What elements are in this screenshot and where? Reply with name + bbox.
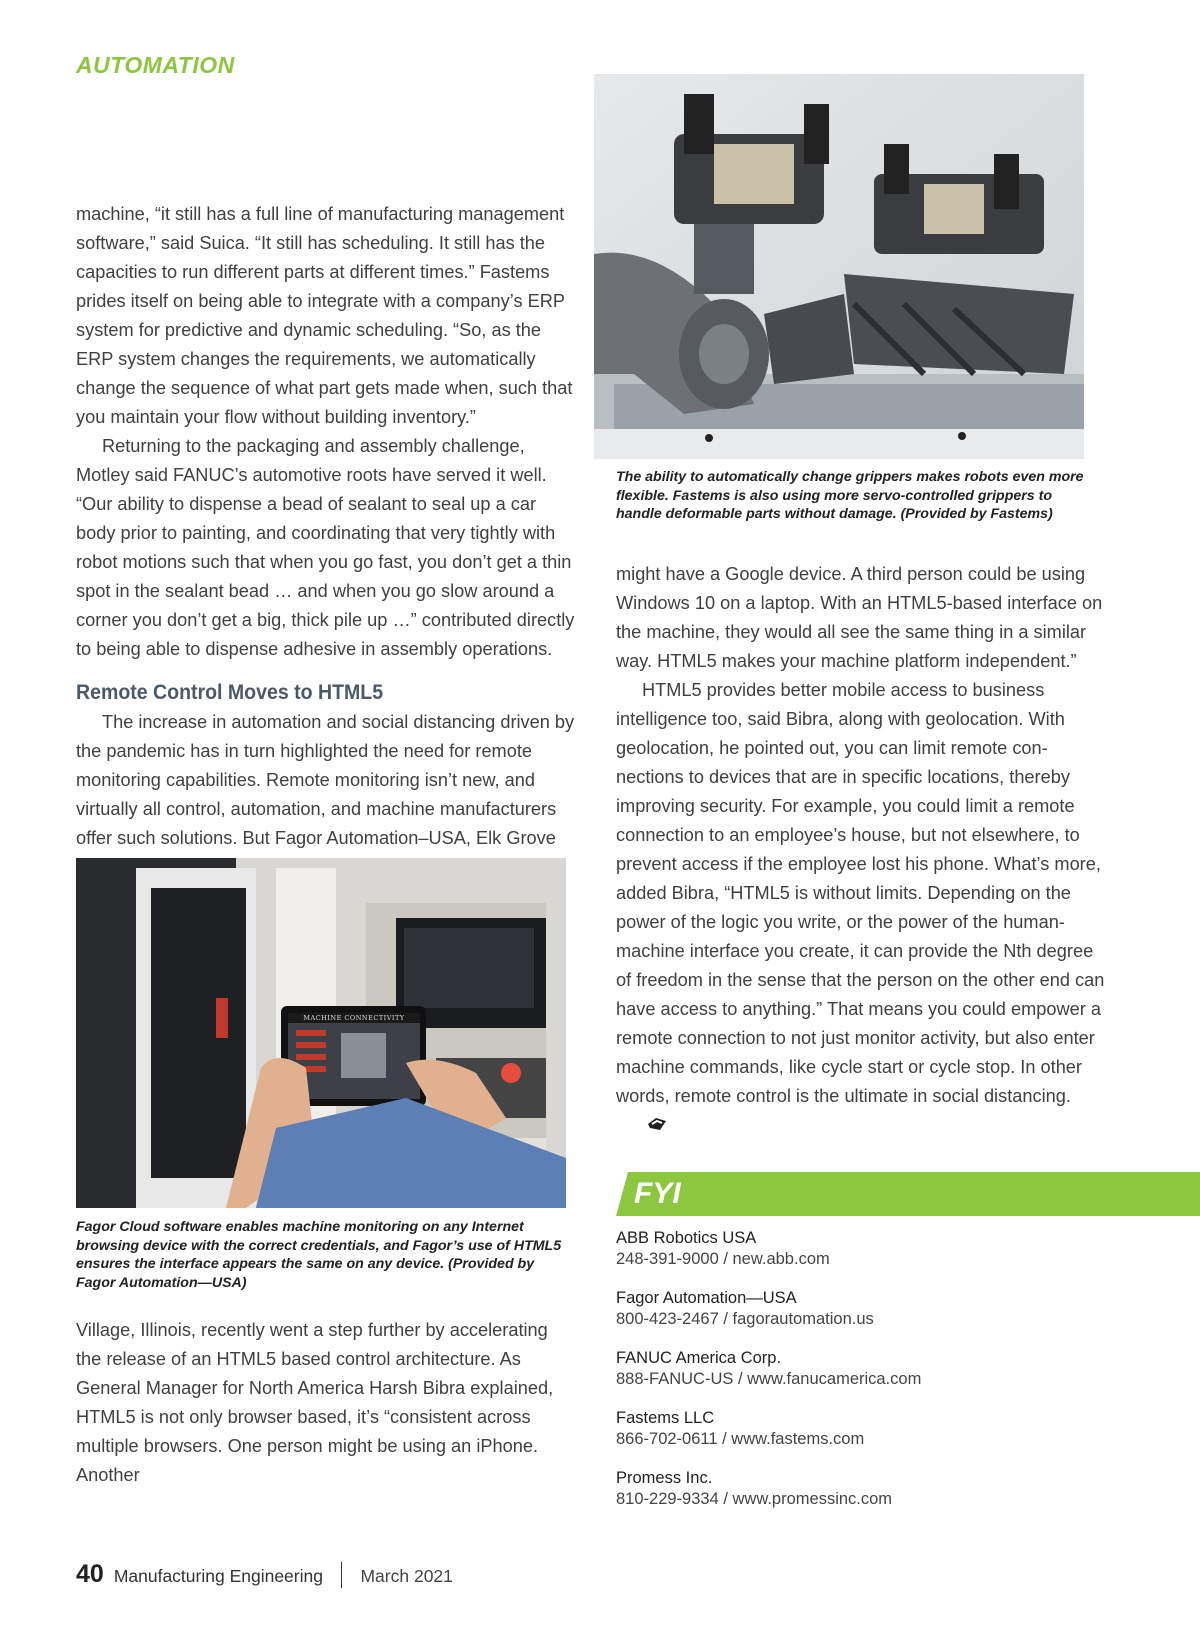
robot-photo-caption-block [616,468,1096,524]
fyi-company-name: ABB Robotics USA [616,1229,757,1247]
left-column [76,200,576,853]
fagor-tablet-photo [76,858,566,1208]
left-para-2: Returning to the packaging and assembly challenge, Motley said FANUC’s automotive roots have served it well. “Our ability to dispense a bead of sealant to seal up a car body prior to painting, and coordinating that very tightly with robot motions such that when you go fast, you don’t get a thin spot in the sealant bead … and when you go slow around a corner you don’t get a big, thick pile up …” contributed directly to being able to dispense adhesive in assembly operations. [76,436,575,659]
fyi-title: FYI [634,1177,681,1210]
fyi-company-name: Promess Inc. [616,1469,713,1487]
fyi-entry [616,1468,1116,1510]
fagor-machine-illustration [76,858,566,1208]
fagor-photo-caption-block [76,1218,566,1292]
fagor-photo-caption: Fagor Cloud software enables machine monitoring on any Internet browsing device with the correct credentials, and Fagor’s use of HTML5 ensures the interface appears the same on any device. (Provided by Fagor Automation—USA) [76,1219,562,1291]
issue-date: March 2021 [360,1566,453,1586]
right-para-1: might have a Google device. A third person could be using Windows 10 on a laptop. With an HTML5-based interface on the machine, they would all see the same thing in a similar way. HTML5 makes your machine platform independent.” [616,564,1103,671]
right-column [616,560,1108,1141]
fyi-entry [616,1228,1116,1270]
fyi-contact-info: 248-391-9000 / new.abb.com [616,1250,830,1268]
robot-photo-caption: The ability to automatically change grippers makes robots even more flexible. Fastems is also using more servo-controlled grippers to handle deformable parts without damage. (Provided by Fastems) [616,469,1084,522]
fyi-contact-info: 800-423-2467 / fagorautomation.us [616,1310,874,1328]
magazine-name: Manufacturing Engineering [113,1566,323,1586]
section-subhead: Remote Control Moves to HTML5 [76,681,384,704]
page-footer [76,1554,453,1588]
article-end-icon [620,1112,668,1141]
fyi-company-name: Fastems LLC [616,1409,715,1427]
left-para-1: machine, “it still has a full line of manufacturing management software,” said Suica. “It still has scheduling. It still has the capacities to run different parts at different times.” Fastems prides itself on being able to integrate with a company’s ERP system for predictive and dynamic scheduling. “So, as the ERP system changes the requirements, we automatically change the sequence of what part gets made when, such that you maintain your flow without building inventory.” [76,204,573,427]
fyi-entry [616,1348,1116,1390]
fyi-contact-info: 866-702-0611 / www.fastems.com [616,1430,865,1448]
footer-divider [341,1562,343,1588]
fyi-banner [616,1172,1200,1216]
fyi-contact-info: 810-229-9334 / www.promessinc.com [616,1490,893,1508]
fyi-company-name: FANUC America Corp. [616,1349,782,1367]
robot-grippers-illustration [594,74,1084,459]
left-para-3: The increase in automation and social distancing driven by the pandemic has in turn highlighted the need for remote monitoring capabilities. Remote monitoring isn’t new, and virtually all control, automation, and machine manufacturers offer such solutions. But Fagor Automation–USA, Elk Grove [76,712,575,848]
robot-grippers-photo [594,74,1084,459]
right-para-2 [616,676,1108,1141]
right-para-2-text: HTML5 provides better mobile access to business intelligence too, said Bibra, along with geolocation. With geolocation, he pointed out, you can limit remote con-nections to devices that are in specific locations, thereby improving security. For example, you could limit a remote connection to an employee’s house, but not elsewhere, to prevent access if the employee lost his phone. What’s more, added Bibra, “HTML5 is without limits. Depending on the power of the logic you write, or the power of the human-machine interface you create, it can provide the Nth degree of freedom in the sense that the person on the other end can have access to anything.” That means you could empower a remote connection to not just monitor activity, but also enter machine commands, like cycle start or cycle stop. In other words, remote control is the ultimate in social distancing. [616,680,1105,1106]
left-column-continued [76,1316,576,1490]
fyi-entry [616,1408,1116,1450]
section-label: AUTOMATION [76,52,235,78]
page-number: 40 [76,1560,104,1588]
tablet-screen-title: MACHINE CONNECTIVITY [303,1014,405,1022]
fyi-list [616,1228,1116,1528]
fyi-company-name: Fagor Automation—USA [616,1289,797,1307]
fyi-entry [616,1288,1116,1330]
fyi-contact-info: 888-FANUC-US / www.fanucamerica.com [616,1370,922,1388]
left-para-4: Village, Illinois, recently went a step further by accelerating the release of an HTML5 based control architecture. As General Manager for North America Harsh Bibra explained, HTML5 is not only browser based, it’s “consistent across multiple browsers. One person might be using an iPhone. Another [76,1320,554,1485]
